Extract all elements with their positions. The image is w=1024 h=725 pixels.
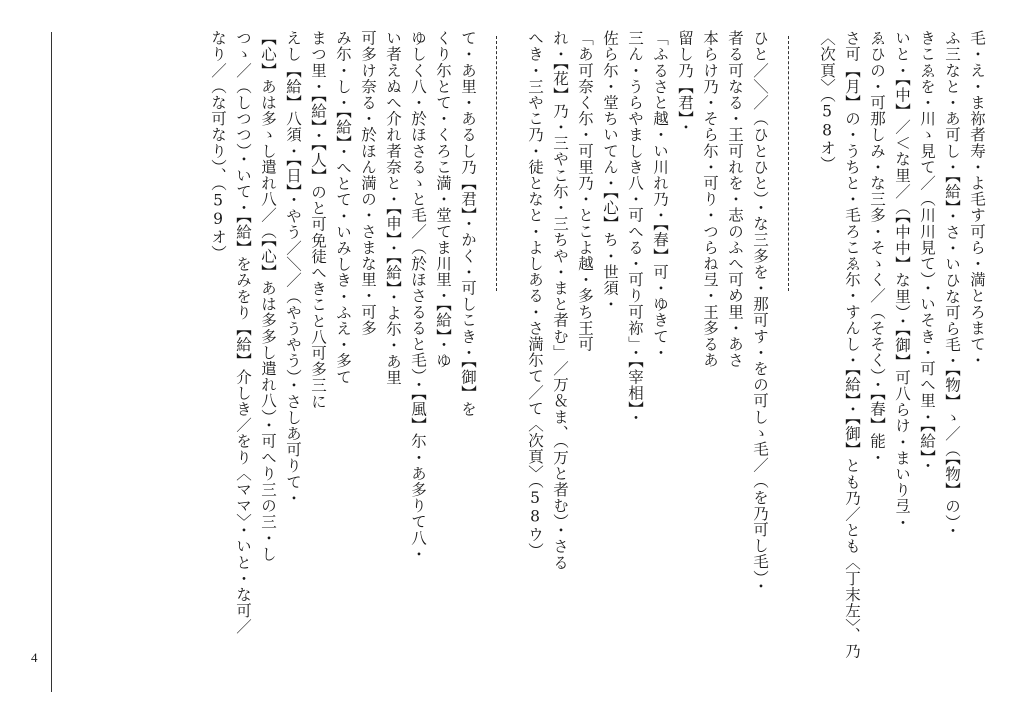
page-number: 4 <box>31 650 38 665</box>
text-line: れ・【花】乃・三やこ尓・三ちや・まと者む」／万＆ま、（万と者む）・さる <box>551 30 569 571</box>
text-line: 本らけ乃・そら尓・可り・つらね弖・王多るあ <box>701 30 719 369</box>
text-line: さ可【月】の・うちと・毛ろこゑ尓・すんし・【給】・【御】とも乃／とも〈丁末左〉、乃 <box>843 30 861 660</box>
text-line: ゆしく八・於ほさるゝと毛／（於ほさるると毛）・【風】尓・あ多りて八・ <box>409 30 427 562</box>
text-line: 可多け奈る・於ほん満の・さまな里・可多 <box>359 30 377 336</box>
text-line: つゝ／（しつつ）・いて・【給】をみをり【給】介しき／をり〈ママ〉・いと・な可／ <box>234 30 252 635</box>
text-line: 毛・え・ま祢者寿・よ毛す可ら・満とろまて・ <box>968 30 986 369</box>
text-line: 〈次頁〉（58オ） <box>818 30 836 173</box>
text-line: ひと／＼／（ひとひと）・な三多を・那可す・をの可しゝ毛／（を乃可し毛）・ <box>751 30 769 595</box>
text-line: い者えぬへ介れ者奈と・【申】・【給】・よ尓・あ里 <box>384 30 402 386</box>
text-block-3 <box>200 30 475 700</box>
section-divider <box>777 30 799 700</box>
text-line: 【心】あは多ゝし遣れ八／（【心】あは多多し遣れ八）・可へり三の三・し <box>259 30 277 562</box>
text-line: 「あ可奈く尓・可里乃・とこよ越・多ち王可 <box>576 30 594 352</box>
text-line: ゑひの・可那しみ・な三多・そゝく／（そそく）・【春】能・ <box>868 30 886 466</box>
text-block-2 <box>517 30 767 700</box>
text-line: て・あ里・あるし乃【君】・かく・可しこき・【御】を <box>459 30 477 417</box>
text-line: 佐ら尓・堂ちいてん・【心】ち・世須・ <box>601 30 619 313</box>
text-line: えし【給】八須・【日】・やう／＼／（やうやう）・さしあ可りて・ <box>284 30 302 506</box>
section-divider <box>485 30 507 700</box>
text-block-1 <box>809 30 984 700</box>
text-line: きこゑを・川ゝ見て／（川川見て）・いそき・可へ里・【給】・ <box>918 30 936 474</box>
text-line: なり／（な可なり）、（59オ） <box>209 30 227 261</box>
text-line: くり尓とて・くろこ満・堂てま川里・【給】・ゆ <box>434 30 452 369</box>
text-line: 留し乃【君】・ <box>676 30 694 135</box>
left-margin-rule <box>51 32 52 692</box>
text-body <box>200 30 984 700</box>
text-line: まつ里・【給】・【人】のと可免徒へきこと八可多三に <box>309 30 327 410</box>
text-line: み尓・し・【給】・へとて・いみしき・ふえ・多て <box>334 30 352 385</box>
text-line: いと・【中】／＜な里／（【中中】な里）・【御】可八らけ・まいり弖・ <box>893 30 911 531</box>
text-line: ふ三なと・あ可し・【給】・さ・いひな可ら毛・【物】ゝ／（【物】の）・ <box>943 30 961 539</box>
text-line: 「ふるさと越・い川れ乃・【春】可・ゆきて・ <box>651 30 669 361</box>
text-line: 三ん・うらやましき八・可へる・可り可祢」・【宰相】・ <box>626 30 644 426</box>
text-line: へき・三やこ乃・徒となと・よしある・さ満尓て／て〈次頁〉（58ウ） <box>526 30 544 559</box>
text-line: 者る可なる・王可れを・志のふへ可め里・あさ <box>726 30 744 369</box>
